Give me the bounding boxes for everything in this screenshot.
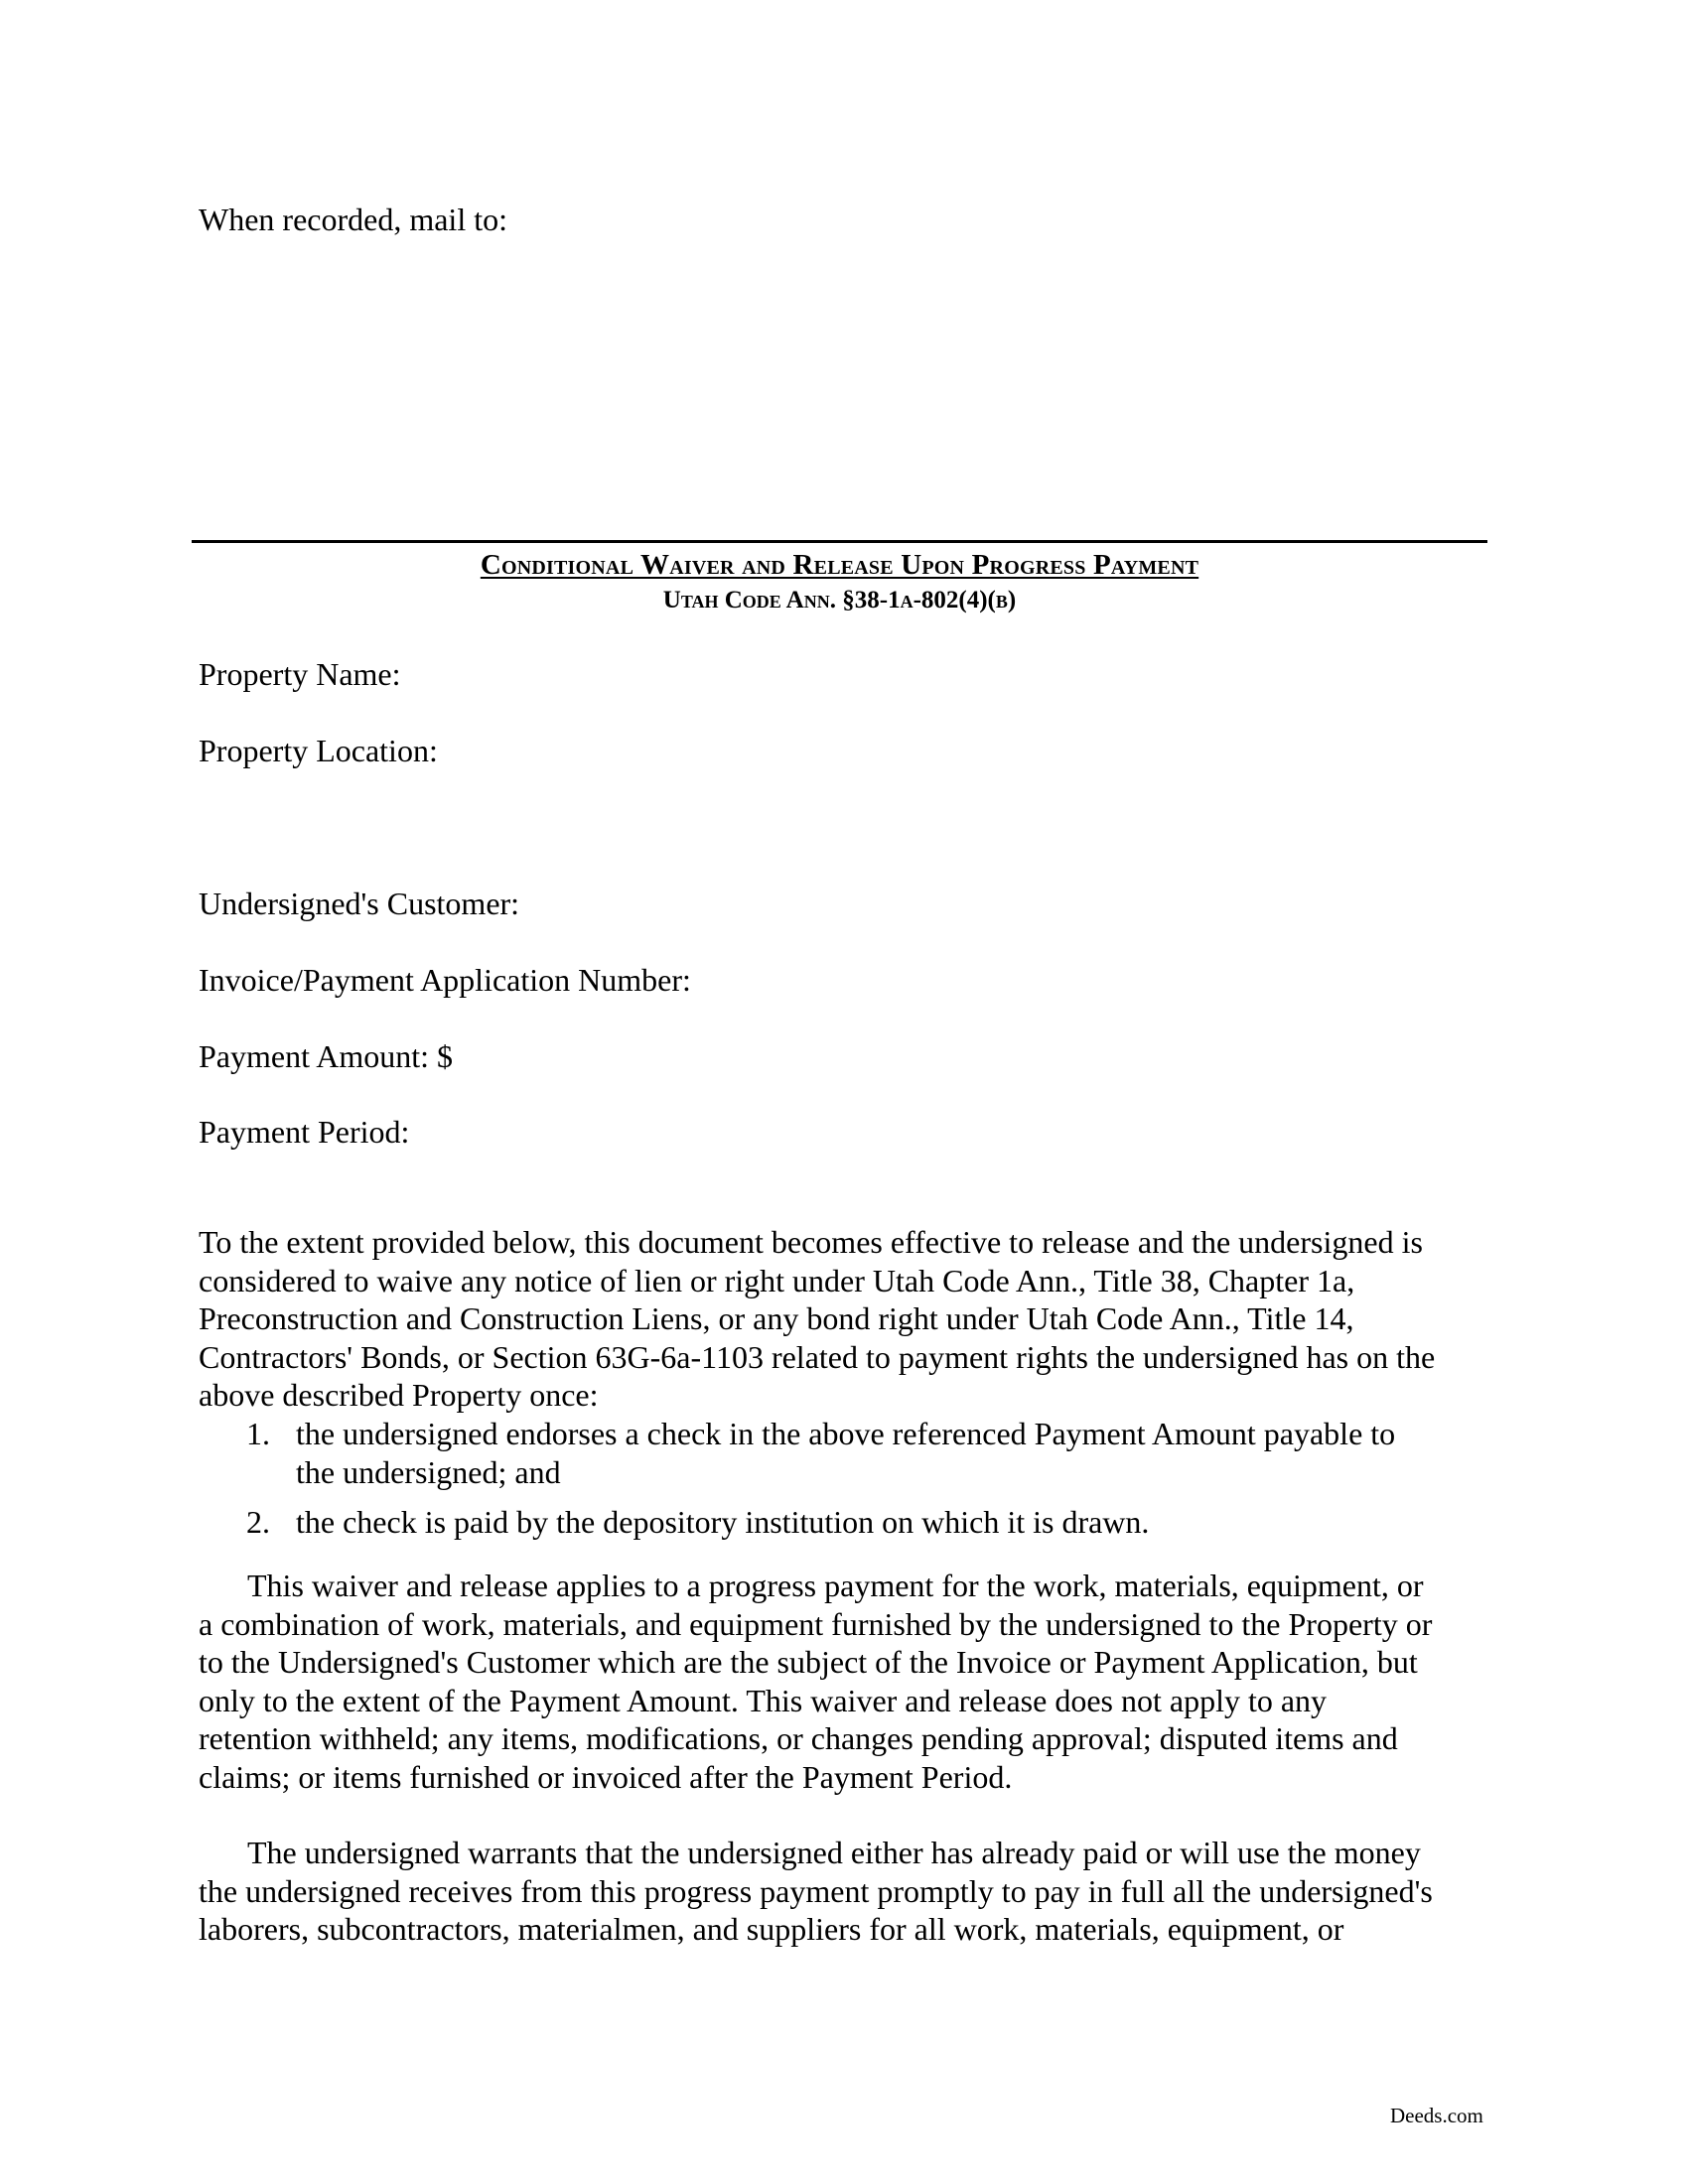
condition-number: 2. bbox=[246, 1504, 270, 1540]
condition-line: the undersigned endorses a check in the above referenced Payment Amount payable to bbox=[296, 1416, 1396, 1451]
paragraph-line: considered to waive any notice of lien or right under Utah Code Ann., Title 38, Chapter 1a, bbox=[199, 1262, 1355, 1298]
paragraph-line: above described Property once: bbox=[199, 1377, 599, 1413]
condition-line: the undersigned; and bbox=[296, 1453, 561, 1490]
document-title: Conditional Waiver and Release Upon Progress Payment bbox=[480, 549, 1199, 581]
paragraph-line: claims; or items furnished or invoiced after the Payment Period. bbox=[199, 1758, 1013, 1795]
paragraph-line: To the extent provided below, this document becomes effective to release and the undersigned is bbox=[199, 1224, 1423, 1260]
intro-paragraph bbox=[199, 1223, 1489, 1415]
footer-brand: Deeds.com bbox=[1390, 2104, 1483, 2127]
property-location-label: Property Location: bbox=[199, 733, 438, 768]
payment-period-label: Payment Period: bbox=[199, 1114, 410, 1150]
paragraph-line: This waiver and release applies to a progress payment for the work, materials, equipment, or bbox=[247, 1568, 1424, 1603]
condition-number: 1. bbox=[246, 1416, 270, 1451]
payment-amount-label: Payment Amount: $ bbox=[199, 1038, 453, 1074]
title-divider bbox=[192, 540, 1487, 543]
paragraph-line: retention withheld; any items, modifications, or changes pending approval; disputed items and bbox=[199, 1720, 1398, 1756]
condition-text bbox=[296, 1415, 1395, 1491]
paragraph-line: the undersigned receives from this progress payment promptly to pay in full all the undersigned's bbox=[199, 1872, 1433, 1909]
paragraph-line: a combination of work, materials, and equipment furnished by the undersigned to the Property or bbox=[199, 1605, 1433, 1642]
scope-paragraph bbox=[199, 1567, 1489, 1796]
paragraph-line: Preconstruction and Construction Liens, or any bond right under Utah Code Ann., Title 14, bbox=[199, 1300, 1354, 1336]
statute-reference: Utah Code Ann. §38-1a-802(4)(b) bbox=[662, 587, 1017, 614]
paragraph-line: The undersigned warrants that the undersigned either has already paid or will use the money bbox=[247, 1835, 1421, 1870]
customer-label: Undersigned's Customer: bbox=[199, 886, 520, 921]
condition-text bbox=[296, 1503, 1149, 1542]
paragraph-line: only to the extent of the Payment Amount. This waiver and release does not apply to any bbox=[199, 1682, 1328, 1718]
condition-line: the check is paid by the depository institution on which it is drawn. bbox=[296, 1504, 1150, 1540]
invoice-number-label: Invoice/Payment Application Number: bbox=[199, 962, 691, 998]
warranty-paragraph bbox=[199, 1834, 1489, 1949]
paragraph-line: Contractors' Bonds, or Section 63G-6a-1103 related to payment rights the undersigned has on the bbox=[199, 1338, 1436, 1375]
mail-to-label: When recorded, mail to: bbox=[199, 202, 507, 237]
paragraph-line: laborers, subcontractors, materialmen, and suppliers for all work, materials, equipment, or bbox=[199, 1911, 1344, 1947]
paragraph-line: to the Undersigned's Customer which are the subject of the Invoice or Payment Application, but bbox=[199, 1644, 1418, 1680]
property-name-label: Property Name: bbox=[199, 656, 401, 692]
